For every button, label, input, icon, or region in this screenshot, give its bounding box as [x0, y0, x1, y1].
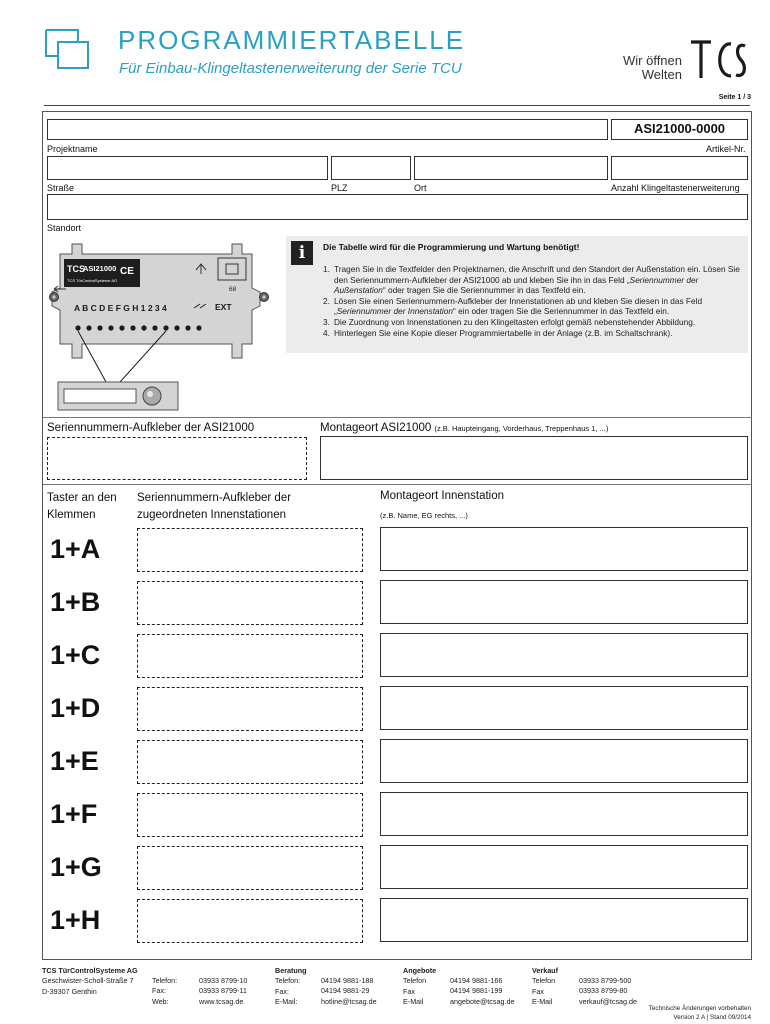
info-heading: Die Tabelle wird für die Programmierung und Wartung benötigt! [323, 242, 580, 252]
asi21000-device-illustration [46, 236, 276, 414]
tcs-logo [689, 38, 749, 80]
indoor-serial-drop-zone[interactable] [137, 793, 363, 837]
terminal-label: 1+G [50, 852, 102, 882]
footer-contact-values: 03933 8799-10 03933 8799-11 www.tcsag.de [199, 976, 248, 1006]
header-divider [44, 105, 750, 106]
device-brand: TCS [67, 264, 85, 274]
terminal-labels: A B C D E F G H 1 2 3 4 [74, 303, 167, 313]
mounting-location-heading: Montageort ASI21000 (z.B. Haupteingang, Vorderhaus, Treppenhaus 1, ...) [320, 422, 609, 434]
terminal-label: 1+A [50, 534, 101, 564]
indoor-location-field[interactable] [380, 898, 748, 942]
footer-beratung: Beratung Telefon: Fax: E-Mail: [275, 966, 307, 1006]
count-label: Anzahl Klingeltastenerweiterung [611, 183, 740, 193]
mounting-location-field[interactable] [320, 436, 748, 480]
indoor-location-hint: (z.B. Name, EG rechts, ...) [380, 511, 468, 520]
footer-angebote: Angebote Telefon Fax E-Mail [403, 966, 437, 1006]
indoor-serial-drop-zone[interactable] [137, 899, 363, 943]
info-item: 4. Hinterlegen Sie eine Kopie dieser Programmiertabelle in der Anlage (z.B. im Schaltschrank). [323, 327, 673, 338]
terminal-label: 1+F [50, 799, 98, 829]
angebote-mail-link[interactable]: angebote@tcsag.de [450, 996, 515, 1006]
footer-verkauf-values: 03933 8799-500 03933 8799-80 verkauf@tcsag.de [579, 976, 638, 1006]
project-name-label: Projektname [47, 144, 98, 154]
indoor-location-field[interactable] [380, 580, 748, 624]
ext-label: EXT [215, 302, 232, 312]
brand-logo-mark [44, 28, 90, 70]
article-number-label: Artikel-Nr. [706, 144, 746, 154]
document-subtitle: Für Einbau-Klingeltastenerweiterung der Serie TCU [119, 60, 462, 77]
separator-table [43, 484, 752, 485]
info-icon: i [291, 241, 313, 265]
footer-beratung-values: 04194 9881-188 04194 9881-29 hotline@tcsag.de [321, 976, 377, 1006]
indoor-location-field[interactable] [380, 739, 748, 783]
serial-sticker-heading: Seriennummern-Aufkleber der ASI21000 [47, 422, 255, 434]
brand-slogan [596, 54, 682, 82]
city-label: Ort [414, 183, 427, 193]
footer-verkauf: Verkauf Telefon Fax E-Mail [532, 966, 558, 1006]
street-field[interactable] [47, 156, 328, 180]
terminal-label: 1+C [50, 640, 101, 670]
indoor-location-field[interactable] [380, 792, 748, 836]
footer-address: TCS TürControlSysteme AG Geschwister-Scholl-Straße 7 D-39307 Genthin [42, 966, 138, 996]
indoor-location-field[interactable] [380, 633, 748, 677]
indoor-location-field[interactable] [380, 845, 748, 889]
serial-sticker-drop-zone[interactable] [47, 437, 307, 480]
dimension-label: 68 [229, 286, 237, 293]
indoor-serial-drop-zone[interactable] [137, 687, 363, 731]
indoor-serial-drop-zone[interactable] [137, 634, 363, 678]
beratung-mail-link[interactable]: hotline@tcsag.de [321, 996, 377, 1006]
footer-web-link[interactable]: www.tcsag.de [199, 996, 244, 1006]
slogan-line-1: Wir öffnen [622, 53, 682, 68]
indoor-location-column-heading: Montageort Innenstation [380, 490, 505, 502]
info-instructions [323, 264, 743, 338]
info-item: 1. Tragen Sie in die Textfelder den Projektnamen, die Anschrift und den Standort der Außenstation ein. Lösen Sie den Seriennummern-Aufkleber der ASI21000 ab und kleben Sie ihn in das Feld „Seriennummer der Außenstation“ oder tragen Sie die Seriennummer in das Textfeld ein. [323, 264, 740, 296]
count-field[interactable] [611, 156, 748, 180]
street-label: Straße [47, 183, 75, 193]
article-number-value: ASI21000-0000 [633, 121, 726, 136]
ce-mark: CE [120, 266, 134, 277]
page-number: Seite 1 / 3 [718, 94, 751, 101]
verkauf-mail-link[interactable]: verkauf@tcsag.de [579, 996, 638, 1006]
terminal-label: 1+B [50, 587, 101, 617]
footer-angebote-values: 04194 9881-166 04194 9881-199 angebote@tcsag.de [450, 976, 515, 1006]
terminal-column-heading: Taster an den Klemmen [47, 492, 117, 521]
footer-note: Technische Änderungen vorbehalten Version 2 A | Stand 09/2014 [648, 1005, 751, 1021]
zip-field[interactable] [331, 156, 411, 180]
device-maker: TCS TürControlSysteme AG [67, 278, 118, 283]
site-field[interactable] [47, 194, 748, 220]
info-item: 3. Die Zuordnung von Innenstationen zu den Klingeltasten erfolgt gemäß nebenstehender Abbildung. [323, 316, 696, 327]
indoor-serial-column-heading: Seriennummern-Aufkleber der zugeordneten Innenstationen [137, 492, 292, 521]
project-name-field[interactable] [47, 119, 608, 140]
document-title: PROGRAMMIERTABELLE [118, 25, 466, 55]
separator-serial [43, 417, 752, 418]
indoor-serial-drop-zone[interactable] [137, 740, 363, 784]
indoor-serial-drop-zone[interactable] [137, 528, 363, 572]
info-item: 2. Lösen Sie einen Seriennummern-Aufkleber der Innenstationen ab und kleben Sie diesen in das Feld „Seriennummer der Innenstation“ ein oder tragen Sie die Seriennummer in das Textfeld ein. [323, 295, 703, 317]
indoor-location-field[interactable] [380, 527, 748, 571]
device-model: ASI21000 [83, 264, 117, 273]
site-label: Standort [47, 223, 82, 233]
indoor-location-field[interactable] [380, 686, 748, 730]
terminal-label: 1+H [50, 905, 101, 935]
footer-contact-labels: Telefon: Fax: Web: [152, 976, 178, 1006]
slogan-line-2: Welten [641, 67, 682, 82]
terminal-label: 1+E [50, 746, 99, 776]
zip-label: PLZ [331, 183, 348, 193]
city-field[interactable] [414, 156, 608, 180]
indoor-serial-drop-zone[interactable] [137, 846, 363, 890]
indoor-serial-drop-zone[interactable] [137, 581, 363, 625]
terminal-label: 1+D [50, 693, 101, 723]
